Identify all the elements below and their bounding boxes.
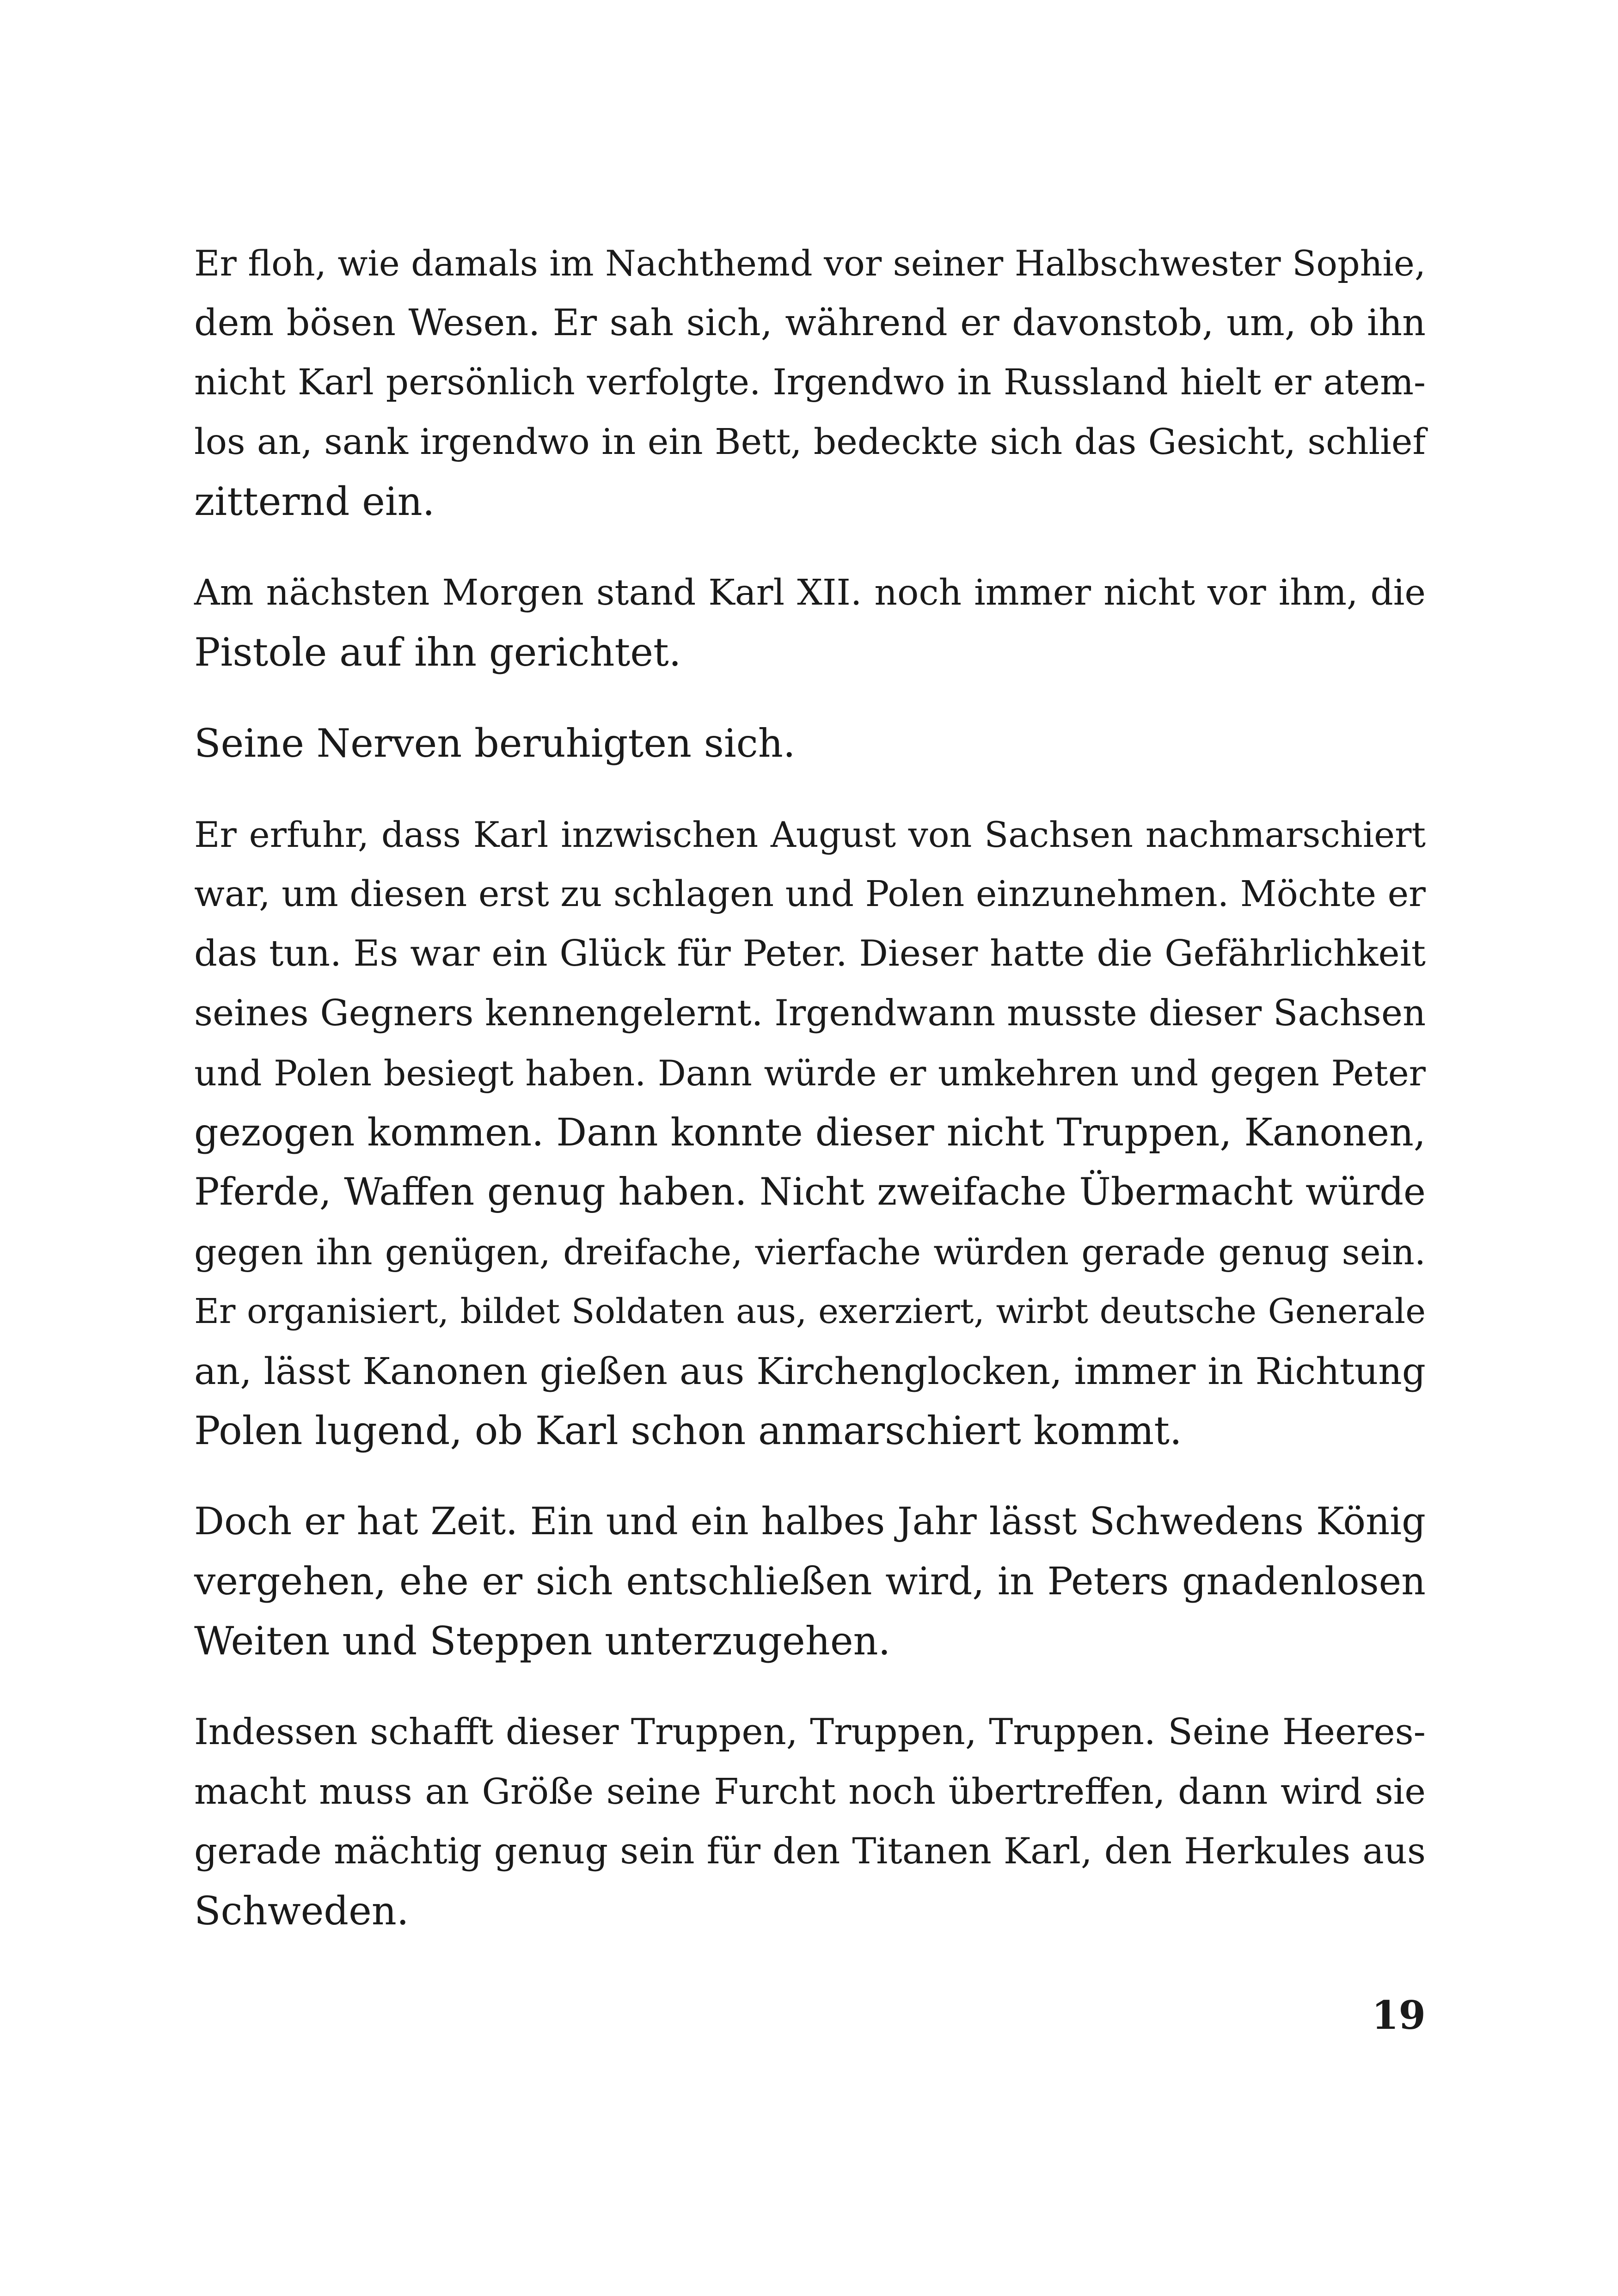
text-line: Am nächsten Morgen stand Karl XII. noch immer nicht vor ihm, die bbox=[194, 572, 1426, 613]
text-line: gegen ihn genügen, dreifache, vierfache würden gerade genug sein. bbox=[194, 1231, 1426, 1273]
text-line: Seine Nerven beruhigten sich. bbox=[194, 721, 796, 766]
text-line: seines Gegners kennengelernt. Irgendwann musste dieser Sachsen bbox=[194, 992, 1426, 1034]
text-line: los an, sank irgendwo in ein Bett, bedeckte sich das Gesicht, schlief bbox=[194, 422, 1426, 463]
text-line: zitternd ein. bbox=[194, 479, 435, 524]
page-number: 19 bbox=[1372, 1992, 1426, 2038]
text-line: macht muss an Größe seine Furcht noch übertreffen, dann wird sie bbox=[194, 1771, 1426, 1812]
paragraph bbox=[194, 714, 1426, 773]
text-line: Polen lugend, ob Karl schon anmarschiert kommt. bbox=[194, 1408, 1182, 1453]
text-line: vergehen, ehe er sich entschließen wird, in Peters gnadenlosen bbox=[194, 1560, 1426, 1604]
text-line: Schweden. bbox=[194, 1888, 409, 1934]
text-line: Indessen schafft dieser Truppen, Truppen, Truppen. Seine Heeres- bbox=[194, 1711, 1426, 1753]
text-line: Er organisiert, bildet Soldaten aus, exerziert, wirbt deutsche Generale bbox=[194, 1292, 1426, 1331]
text-line: Er erfuhr, dass Karl inzwischen August von Sachsen nachmarschiert bbox=[194, 814, 1426, 855]
paragraph bbox=[194, 1492, 1426, 1671]
text-line: war, um diesen erst zu schlagen und Polen einzunehmen. Möchte er bbox=[194, 874, 1426, 915]
text-line: Pistole auf ihn gerichtet. bbox=[194, 630, 681, 675]
text-line: das tun. Es war ein Glück für Peter. Dieser hatte die Gefährlichkeit bbox=[194, 933, 1426, 974]
text-line: Er floh, wie damals im Nachthemd vor seiner Halbschwester Sophie, bbox=[194, 243, 1426, 284]
text-line: gezogen kommen. Dann konnte dieser nicht Truppen, Kanonen, bbox=[194, 1111, 1426, 1155]
paragraph bbox=[194, 1702, 1426, 1941]
text-line: Doch er hat Zeit. Ein und ein halbes Jahr lässt Schwedens König bbox=[194, 1500, 1426, 1543]
text-line: Pferde, Waffen genug haben. Nicht zweifache Übermacht würde bbox=[194, 1170, 1426, 1214]
text-line: dem bösen Wesen. Er sah sich, während er davonstob, um, ob ihn bbox=[194, 301, 1426, 344]
text-line: gerade mächtig genug sein für den Titanen Karl, den Herkules aus bbox=[194, 1831, 1426, 1872]
text-line: nicht Karl persönlich verfolgte. Irgendwo in Russland hielt er atem- bbox=[194, 362, 1426, 403]
body-text bbox=[194, 233, 1426, 1972]
paragraph bbox=[194, 233, 1426, 532]
text-line: Weiten und Steppen unterzugehen. bbox=[194, 1618, 891, 1664]
paragraph bbox=[194, 805, 1426, 1461]
paragraph bbox=[194, 563, 1426, 682]
text-line: und Polen besiegt haben. Dann würde er umkehren und gegen Peter bbox=[194, 1053, 1426, 1094]
text-line: an, lässt Kanonen gießen aus Kirchenglocken, immer in Richtung bbox=[194, 1350, 1426, 1393]
